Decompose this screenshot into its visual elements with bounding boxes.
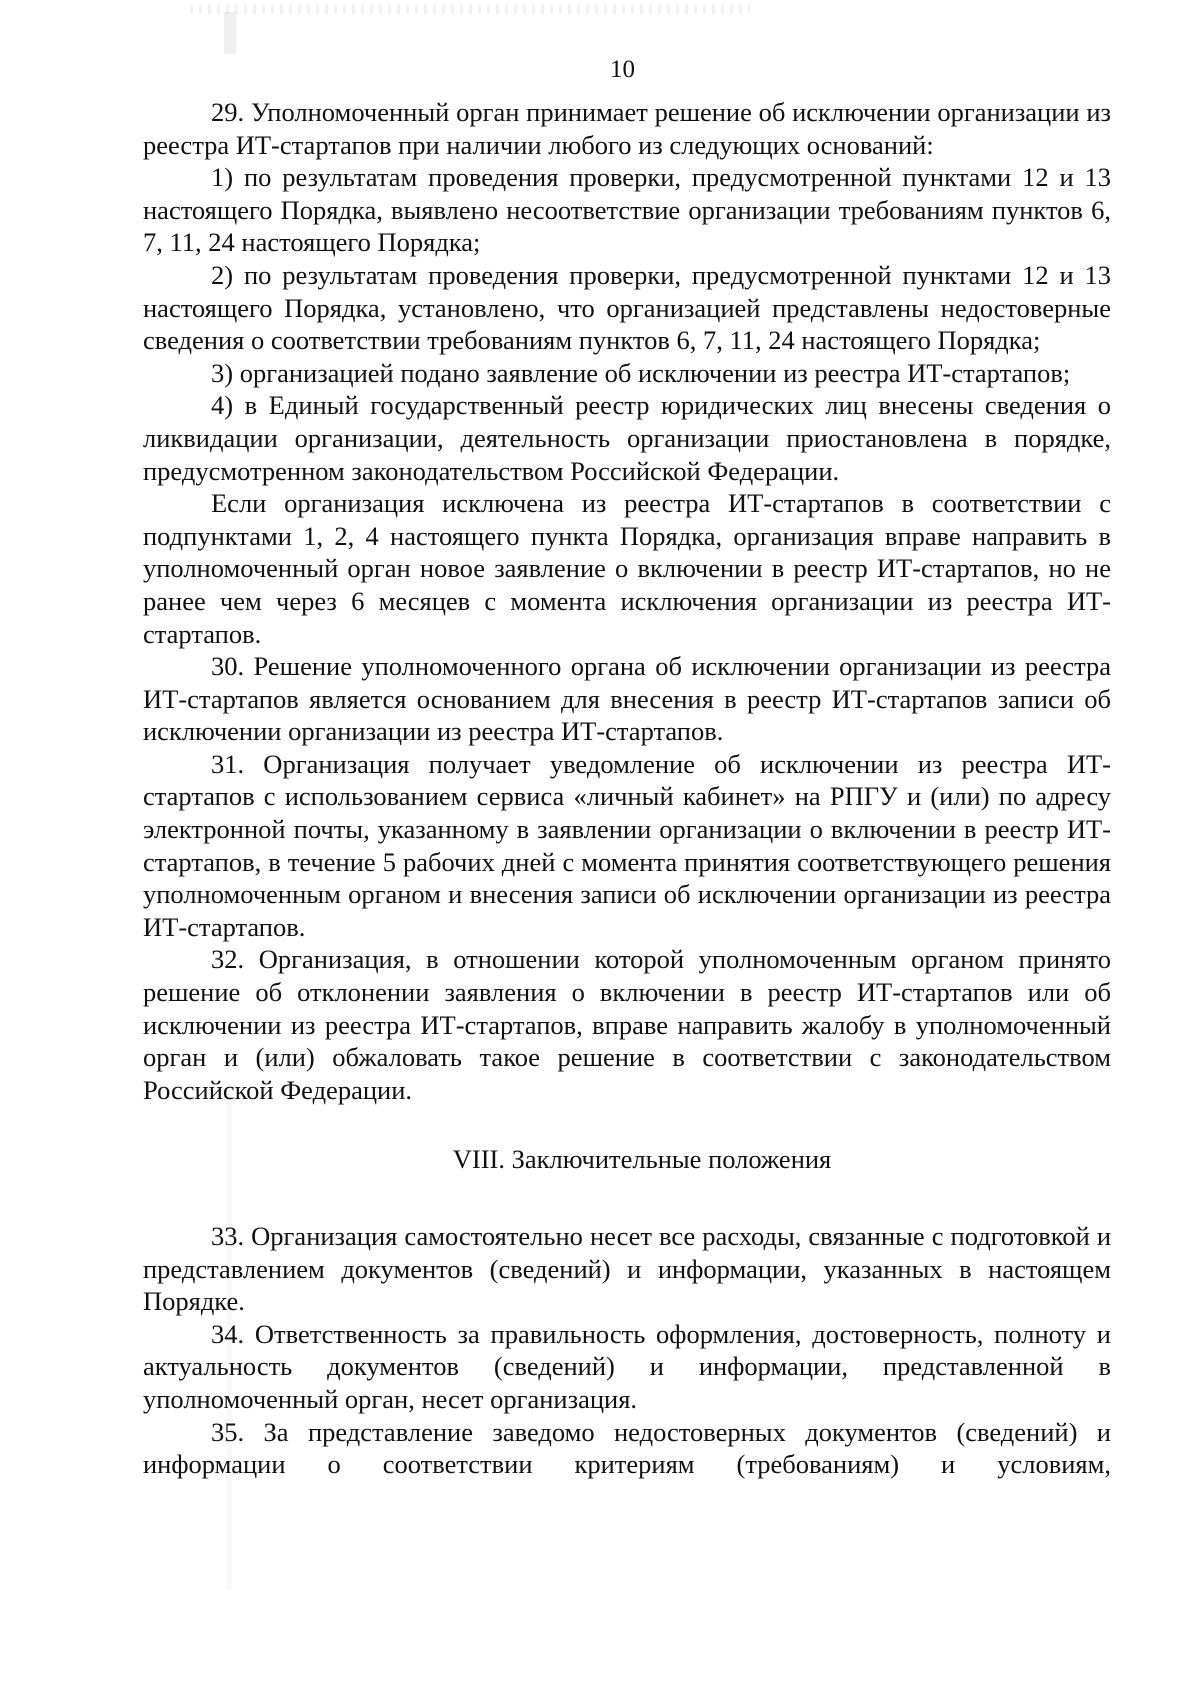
section-heading: VIII. Заключительные положения (452, 1144, 832, 1175)
paragraph-29: 29. Уполномоченный орган принимает решение об исключении организации из реестра ИТ-стартапов при наличии любого из следующих оснований: (143, 97, 1111, 160)
subparagraph-4: 4) в Единый государственный реестр юридических лиц внесены сведения о ликвидации организации, деятельность организации приостановлена в порядке, предусмотренном законодательством Российской Федерации. (143, 390, 1111, 486)
subparagraph-2: 2) по результатам проведения проверки, предусмотренной пунктами 12 и 13 настоящего Порядка, установлено, что организацией представлены недостоверные сведения о соответствии требованиям пунктов 6, 7, 11, 24 настоящего Порядка; (143, 259, 1111, 356)
paragraph-30: 30. Решение уполномоченного органа об исключении организации из реестра ИТ-стартапов является основанием для внесения в реестр ИТ-стартапов записи об исключении организации из реестра ИТ-стартапов. (143, 651, 1111, 747)
paragraph-32: 32. Организация, в отношении которой уполномоченным органом принято решение об отклонении заявления о включении в реестр ИТ-стартапов или об исключении из реестра ИТ-стартапов, вправе направить жалобу в уполномоченный орган и (или) обжаловать такое решение в соответствии с законодательством Российской Федерации. (143, 944, 1111, 1105)
subparagraph-3: 3) организацией подано заявление об исключении из реестра ИТ-стартапов; (211, 357, 1071, 388)
paragraph-34: 34. Ответственность за правильность оформления, достоверность, полноту и актуальность документов (сведений) и информации, представленной в уполномоченный орган, несет организация. (143, 1318, 1111, 1414)
paragraph-29-note: Если организация исключена из реестра ИТ-стартапов в соответствии с подпунктами 1, 2, 4 настоящего пункта Порядка, организация вправе направить в уполномоченный орган новое заявление о включении в реестр ИТ-стартапов, но не ранее чем через 6 месяцев с момента исключения организации из реестра ИТ-стартапов. (143, 488, 1111, 649)
scan-artifact (190, 4, 750, 14)
paragraph-31: 31. Организация получает уведомление об исключении из реестра ИТ-стартапов с использованием сервиса «личный кабинет» на РПГУ и (или) по адресу электронной почты, указанному в заявлении организации о включении в реестр ИТ-стартапов, в течение 5 рабочих дней с момента принятия соответствующего решения уполномоченным органом и внесения записи об исключении организации из реестра ИТ-стартапов. (143, 748, 1111, 942)
page-number: 10 (610, 56, 635, 83)
scan-artifact (224, 12, 236, 54)
paragraph-35: 35. За представление заведомо недостоверных документов (сведений) и информации о соответствии критериям (требованиям) и условиям, (143, 1416, 1111, 1480)
subparagraph-1: 1) по результатам проведения проверки, предусмотренной пунктами 12 и 13 настоящего Порядка, выявлено несоответствие организации требованиям пунктов 6, 7, 11, 24 настоящего Порядка; (143, 162, 1111, 258)
paragraph-33: 33. Организация самостоятельно несет все расходы, связанные с подготовкой и представлением документов (сведений) и информации, указанных в настоящем Порядке. (143, 1221, 1111, 1317)
document-body (143, 96, 1111, 1481)
